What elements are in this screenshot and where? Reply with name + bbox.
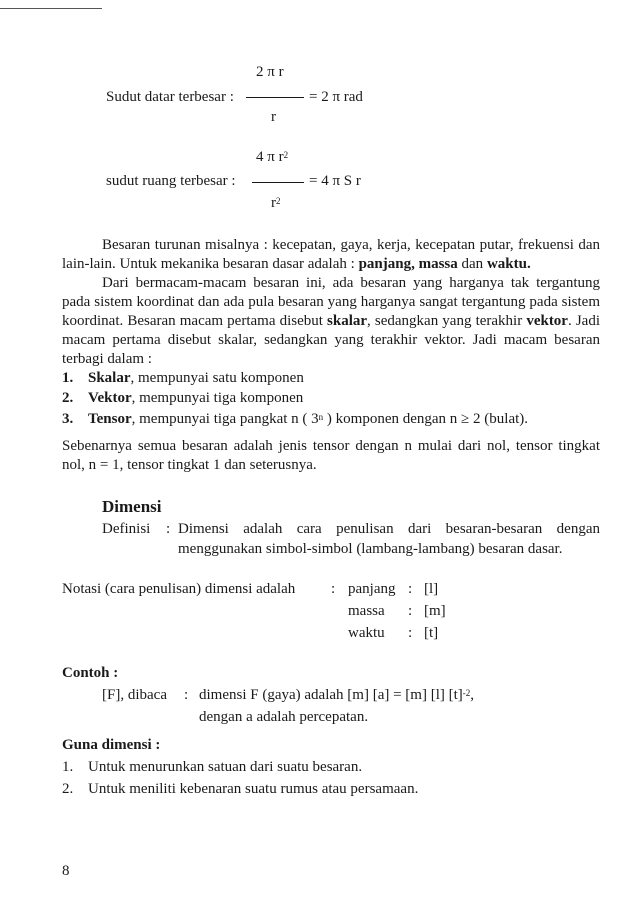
contoh-line1-superscript: -2: [462, 688, 471, 698]
formula2-numerator-exp: 2: [283, 150, 289, 160]
list-item-rest2: ) komponen dengan n ≥ 2 (bulat).: [323, 411, 529, 427]
notasi-row-name: massa: [348, 603, 385, 619]
paragraph-macam-besaran: [62, 274, 600, 369]
list-item-term: Skalar: [88, 370, 131, 386]
formula2-denominator-main: r: [271, 195, 276, 211]
list-item-number: 1.: [62, 759, 74, 775]
list-item-text: [88, 369, 304, 388]
contoh-line2: dengan a adalah percepatan.: [199, 709, 369, 725]
notasi-row-name: panjang: [348, 581, 396, 597]
heading-contoh: Contoh :: [62, 665, 119, 681]
notasi-label: Notasi (cara penulisan) dimensi adalah: [62, 581, 296, 597]
definisi-line2: menggunakan simbol-simbol (lambang-lambang) besaran dasar.: [178, 541, 563, 557]
para2-text-e: . Jadi macam pertama disebut skalar, sedangkan yang terakhir vektor. Jadi macam besaran terbagi dalam :: [62, 313, 600, 367]
formula2-result: = 4 π S r: [309, 173, 361, 189]
list-item-number: 1.: [62, 370, 74, 386]
paragraph-besaran-turunan: [62, 236, 600, 274]
para2-bold-vektor: vektor: [526, 313, 568, 329]
para1-text-a: Besaran turunan misalnya : kecepatan, gaya, kerja, kecepatan putar, frekuensi dan lain-lain. Untuk mekanika besaran dasar adalah :: [62, 237, 600, 272]
formula2-numerator: [256, 148, 288, 167]
formula1-fraction-line: [246, 97, 304, 98]
top-rule: [0, 8, 102, 9]
contoh-colon: :: [184, 687, 189, 703]
para1-bold-panjang-massa: panjang, massa: [358, 256, 458, 272]
contoh-line1-end: ,: [470, 687, 475, 703]
formula1-label: Sudut datar terbesar :: [106, 89, 234, 105]
list-item-term: Tensor: [88, 411, 132, 427]
para2-bold-skalar: skalar: [327, 313, 368, 329]
list-item-rest: , mempunyai tiga komponen: [131, 390, 304, 406]
list-item-text: [88, 389, 303, 408]
notasi-row-colon: :: [408, 625, 413, 641]
list-item-rest: , mempunyai satu komponen: [130, 370, 304, 386]
contoh-lhs: [F], dibaca: [102, 687, 167, 703]
paragraph-tensor: Sebenarnya semua besaran adalah jenis tensor dengan n mulai dari nol, tensor tingkat nol, n = 1, tensor tingkat 1 dan seterusnya.: [62, 438, 600, 473]
formula2-fraction-line: [252, 182, 304, 183]
notasi-row-name: waktu: [348, 625, 385, 641]
formula1-result: = 2 π rad: [309, 89, 363, 105]
page-number: 8: [62, 863, 70, 879]
para1-text-c: dan: [457, 256, 487, 272]
list-item-rest: , mempunyai tiga pangkat n ( 3: [131, 411, 319, 427]
para2-text-c: , sedangkan yang terakhir: [367, 313, 527, 329]
formula1-denominator: r: [271, 109, 276, 125]
list-item-text: Untuk meniliti kebenaran suatu rumus atau persamaan.: [88, 781, 419, 797]
notasi-row-symbol: [t]: [424, 625, 439, 641]
list-item-text: [88, 410, 528, 429]
heading-guna-dimensi: Guna dimensi :: [62, 737, 161, 753]
notasi-row-colon-lead: :: [331, 581, 336, 597]
list-item-number: 2.: [62, 390, 74, 406]
formula2-numerator-main: 4 π r: [256, 149, 284, 165]
contoh-line1: [199, 686, 474, 705]
list-item-text: Untuk menurunkan satuan dari suatu besaran.: [88, 759, 363, 775]
contoh-line1-text: dimensi F (gaya) adalah [m] [a] = [m] [l] [t]: [199, 687, 463, 703]
definisi-line1: Dimensi adalah cara penulisan dari besaran-besaran dengan: [178, 521, 600, 537]
formula2-denominator: [271, 194, 281, 213]
list-item-number: 2.: [62, 781, 74, 797]
notasi-row-symbol: [l]: [424, 581, 439, 597]
definisi-label: Definisi: [102, 521, 151, 537]
list-item-superscript: n: [318, 412, 324, 422]
formula2-label: sudut ruang terbesar :: [106, 173, 236, 189]
formula1-numerator: 2 π r: [256, 64, 284, 80]
definisi-colon: :: [166, 521, 171, 537]
list-item-number: 3.: [62, 411, 74, 427]
heading-dimensi: Dimensi: [102, 497, 162, 516]
notasi-row-colon: :: [408, 603, 413, 619]
list-item-term: Vektor: [88, 390, 132, 406]
notasi-row-symbol: [m]: [424, 603, 446, 619]
notasi-row-colon: :: [408, 581, 413, 597]
formula2-denominator-exp: 2: [276, 196, 281, 206]
para1-bold-waktu: waktu.: [486, 256, 531, 272]
para2-text-a: Dari bermacam-macam besaran ini, ada besaran yang harganya tak tergantung pada sistem koordinat dan ada pula besaran yang harganya sangat tergantung pada sistem koordinat. Besaran macam pertama disebut: [62, 275, 600, 329]
